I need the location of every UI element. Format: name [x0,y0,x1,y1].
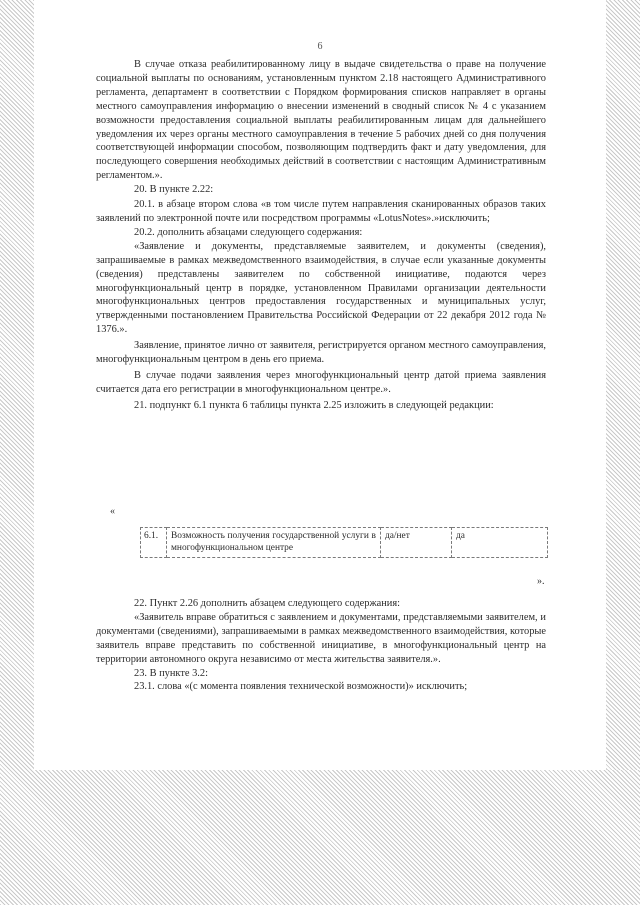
paragraph: «Заявитель вправе обратиться с заявлением и документами, представляемыми заявителем, и документами (сведениями), запрашиваемыми в рамках межведомственного взаимодействия, которые заявитель вправе представить по собственной инициативе, в многофункциональный центр на территории автономного округа независимо от места жительства заявителя.». [96,611,546,665]
table-cell-value: да [452,528,548,558]
table-cell-value: да/нет [381,528,452,558]
paragraph: 20.2. дополнить абзацами следующего содержания: [134,226,363,238]
paragraph: 23. В пункте 3.2: [134,667,208,679]
paragraph: 20.1. в абзаце втором слова «в том числе путем направления сканированных образов таких заявлений по электронной почте или посредством программы «LotusNotes».»исключить; [96,199,546,224]
paragraph: Заявление, принятое лично от заявителя, регистрируется органом местного самоуправления, многофункциональным центром в день его приема. [96,340,546,366]
paragraph: 22. Пункт 2.26 дополнить абзацем следующего содержания: [134,598,401,609]
paragraph: 23.1. слова «(с момента появления технической возможности)» исключить; [134,681,468,693]
text-block-top [96,58,546,413]
paragraph: 21. подпункт 6.1 пункта 6 таблицы пункта 2.25 изложить в следующей редакции: [134,399,494,411]
table-row [141,528,548,558]
table-cell-name: Возможность получения государственной услуги в многофункциональном центре [167,528,381,558]
paragraph: 20. В пункте 2.22: [134,184,214,196]
table-quote-open: « [110,506,115,517]
scan-margin-bottom [0,770,640,905]
table-cell-number: 6.1. [141,528,167,558]
table-quote-close: ». [537,576,545,587]
page-number: 6 [317,41,323,52]
replacement-table [140,527,548,558]
paragraph: «Заявление и документы, представляемые заявителем, и документы (сведения), запрашиваемые в рамках межведомственного взаимодействия, в случае если указанные документы (сведения) представлены заявителем по собственной инициативе, подаются через многофункциональный центр в порядке, установленном Правилами организации деятельности многофункциональных центров предоставления государственных и муниципальных услуг, утвержденными постановлением Правительства Российской Федерации от 22 декабря 2012 года № 1376.». [96,240,546,336]
paragraph: В случае подачи заявления через многофункциональный центр датой приема заявления считается дата его регистрации в многофункциональном центре.». [96,369,546,395]
paragraph: В случае отказа реабилитированному лицу в выдаче свидетельства о праве на получение социальной выплаты по основаниям, установленным пунктом 2.18 настоящего Административного регламента, департамент в соответствии с Порядком формирования списков направляет в органы местного самоуправления информацию о внесении изменений в сводный список № 4 с указанием возможности предоставления социальной выплаты реабилитированным лицам для дальнейшего уведомления их через органы местного самоуправления в течение 5 рабочих дней со дня получения соответствующей информации способом, позволяющим подтвердить факт и дату уведомления, для последующего совершения необходимых действий в соответствии с настоящим Административным регламентом.». [96,59,546,182]
text-block-bottom [96,597,546,694]
